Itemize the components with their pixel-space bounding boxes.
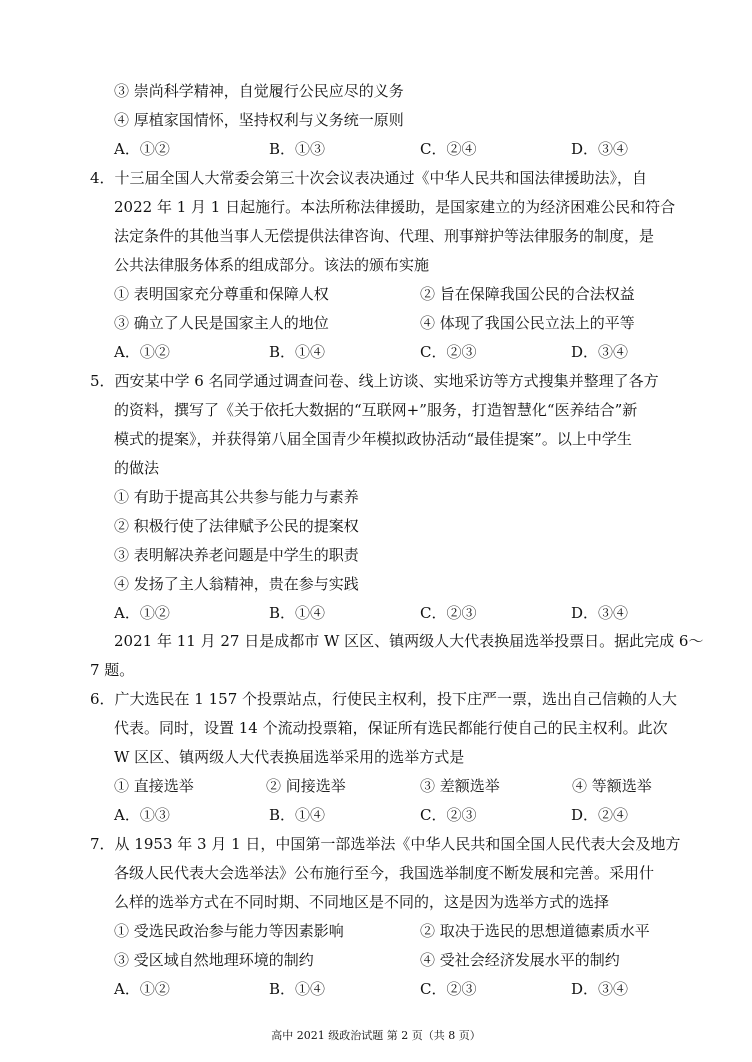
- q7-choice-b: B．①④: [269, 980, 326, 998]
- q7-stem-line-2: 各级人民代表大会选举法》公布施行至今，我国选举制度不断发展和完善。采用什: [114, 864, 655, 882]
- q3-choice-a: A．①②: [114, 140, 170, 158]
- q5-stem-line-4: 的做法: [114, 459, 160, 477]
- q5-option-2: ② 积极行使了法律赋予公民的提案权: [114, 517, 359, 535]
- q4-option-2: ② 旨在保障我国公民的合法权益: [420, 285, 635, 303]
- q4-stem-line-1: 4．十三届全国人大常委会第三十次会议表决通过《中华人民共和国法律援助法》，自: [90, 169, 648, 187]
- q7-option-2: ② 取决于选民的思想道德素质水平: [420, 922, 650, 940]
- q6-choices: [114, 804, 674, 826]
- q7-option-3: ③ 受区域自然地理环境的制约: [114, 951, 314, 969]
- q6-option-1: ① 直接选举: [114, 777, 194, 795]
- q5-choice-a: A．①②: [114, 604, 170, 622]
- q4-option-3: ③ 确立了人民是国家主人的地位: [114, 314, 329, 332]
- q6-choice-d: D．②④: [571, 806, 629, 824]
- q5-option-1: ① 有助于提高其公共参与能力与素养: [114, 488, 359, 506]
- q4-option-1: ① 表明国家充分尊重和保障人权: [114, 285, 329, 303]
- q5-choice-c: C．②③: [420, 604, 477, 622]
- q5-stem-line-1: 5．西安某中学 6 名同学通过调查问卷、线上访谈、实地采访等方式搜集并整理了各方: [90, 372, 659, 390]
- q3-choice-c: C．②④: [420, 140, 477, 158]
- q6-choice-a: A．①③: [114, 806, 170, 824]
- q5-choices: [114, 602, 674, 624]
- q7-choice-c: C．②③: [420, 980, 477, 998]
- q7-option-4: ④ 受社会经济发展水平的制约: [420, 951, 620, 969]
- q3-option-3: ③ 崇尚科学精神，自觉履行公民应尽的义务: [114, 82, 404, 100]
- q7-stem-line-3: 么样的选举方式在不同时期、不同地区是不同的，这是因为选举方式的选择: [114, 893, 610, 911]
- q4-option-4: ④ 体现了我国公民立法上的平等: [420, 314, 635, 332]
- q4-choice-a: A．①②: [114, 343, 170, 361]
- q5-choice-b: B．①④: [269, 604, 326, 622]
- q6-stem-line-1: 6．广大选民在 1 157 个投票站点，行使民主权利，投下庄严一票，选出自己信赖的人大: [90, 690, 678, 708]
- q3-choice-d: D．③④: [571, 140, 629, 158]
- q4-stem-line-2: 2022 年 1 月 1 日起施行。本法所称法律援助，是国家建立的为经济困难公民和符合: [114, 198, 676, 216]
- q4-choice-b: B．①④: [269, 343, 326, 361]
- q5-choice-d: D．③④: [571, 604, 629, 622]
- q7-choices: [114, 978, 674, 1000]
- q5-option-4: ④ 发扬了主人翁精神，贵在参与实践: [114, 575, 359, 593]
- q4-stem-line-4: 公共法律服务体系的组成部分。该法的颁布实施: [114, 256, 430, 274]
- q6-choice-b: B．①④: [269, 806, 326, 824]
- q3-choice-b: B．①③: [269, 140, 326, 158]
- q6-option-2: ② 间接选举: [266, 777, 346, 795]
- q6-stem-line-3: W 区区、镇两级人大代表换届选举采用的选举方式是: [114, 748, 465, 766]
- material-intro-line-2: 7 题。: [90, 661, 135, 679]
- q3-option-4: ④ 厚植家国情怀，坚持权利与义务统一原则: [114, 111, 404, 129]
- q6-option-3: ③ 差额选举: [420, 777, 500, 795]
- q4-stem-line-3: 法定条件的其他当事人无偿提供法律咨询、代理、刑事辩护等法律服务的制度，是: [114, 227, 655, 245]
- q4-choices: [114, 341, 674, 363]
- q7-stem-line-1: 7．从 1953 年 3 月 1 日，中国第一部选举法《中华人民共和国全国人民代表大会及地方: [90, 835, 681, 853]
- q6-choice-c: C．②③: [420, 806, 477, 824]
- q4-choice-d: D．③④: [571, 343, 629, 361]
- q5-option-3: ③ 表明解决养老问题是中学生的职责: [114, 546, 359, 564]
- q5-stem-line-3: 模式的提案》，并获得第八届全国青少年模拟政协活动“最佳提案”。以上中学生: [114, 430, 632, 448]
- q7-choice-d: D．③④: [571, 980, 629, 998]
- q4-choice-c: C．②③: [420, 343, 477, 361]
- q7-option-1: ① 受选民政治参与能力等因素影响: [114, 922, 344, 940]
- q5-stem-line-2: 的资料，撰写了《关于依托大数据的“互联网+”服务，打造智慧化“医养结合”新: [114, 401, 638, 419]
- q6-option-4: ④ 等额选举: [572, 777, 652, 795]
- q6-stem-line-2: 代表。同时，设置 14 个流动投票箱，保证所有选民都能行使自己的民主权利。此次: [114, 719, 668, 737]
- q3-choices: [114, 138, 674, 160]
- q7-choice-a: A．①②: [114, 980, 170, 998]
- q6-options: [114, 775, 674, 797]
- page-footer: 高中 2021 级政治试题 第 2 页（共 8 页）: [271, 1029, 481, 1042]
- material-intro-line-1: 2021 年 11 月 27 日是成都市 W 区区、镇两级人大代表换届选举投票日。据此完成 6～: [114, 632, 704, 650]
